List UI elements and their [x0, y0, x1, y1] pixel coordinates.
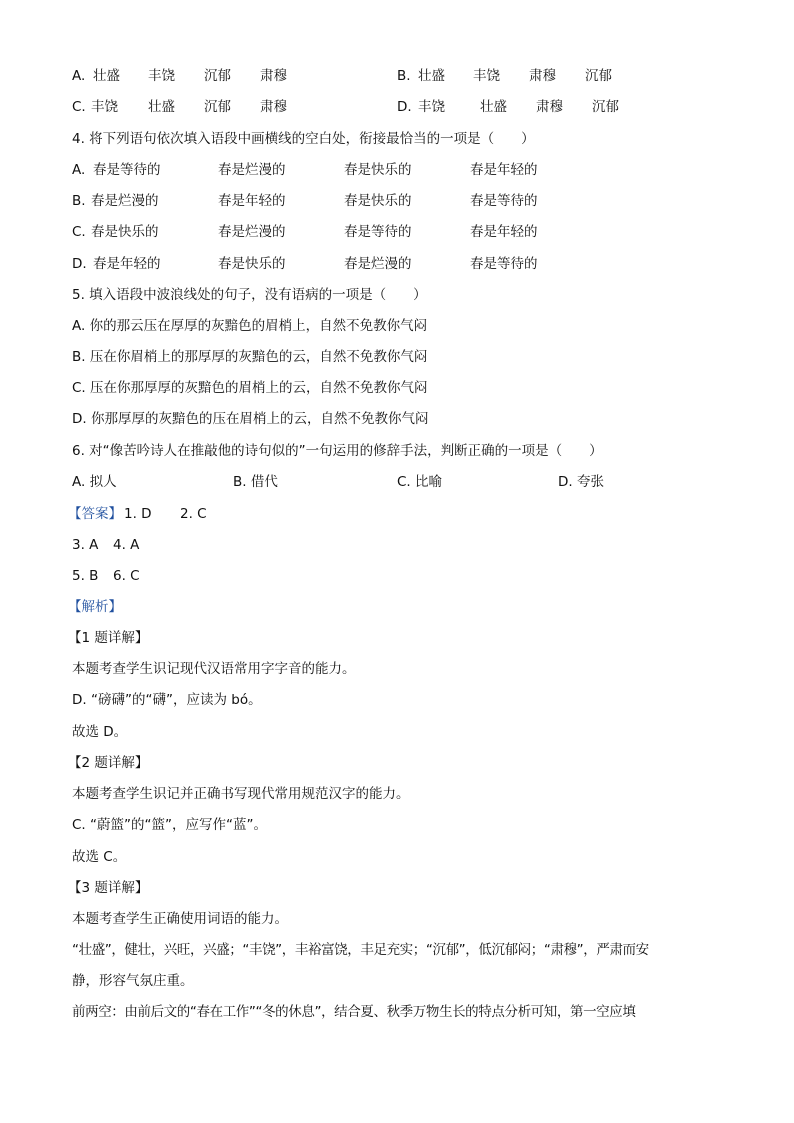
q6-options	[72, 472, 672, 492]
answer-2: 2. C	[180, 506, 207, 522]
answer-6: 6. C	[113, 568, 140, 584]
answer-heading: 【答案】	[68, 506, 122, 522]
answer-5: 5. B	[72, 568, 99, 584]
analysis-text: 本题考查学生识记现代汉语常用字字音的能力。	[72, 661, 356, 677]
option-item: 春是烂漫的	[91, 193, 159, 209]
option-item: 春是烂漫的	[218, 162, 286, 178]
answers-row-3	[72, 566, 372, 586]
analysis-text: D. “磅礴”的“礴”，应读为 bó。	[72, 692, 262, 708]
option-item: 春是烂漫的	[344, 256, 412, 272]
q4-stem: 4. 将下列语句依次填入语段中画横线的空白处，衔接最恰当的一项是（ ）	[72, 131, 535, 147]
option-word: 壮盛	[93, 68, 120, 84]
option-word: 沉郁	[204, 68, 231, 84]
answer-4: 4. A	[113, 537, 140, 553]
option-item: 春是等待的	[93, 162, 161, 178]
q6-option-c: C. 比喻	[397, 474, 443, 490]
analysis-text: 本题考查学生识记并正确书写现代常用规范汉字的能力。	[72, 786, 410, 802]
analysis-text: C. “蔚篮”的“篮”，应写作“蓝”。	[72, 817, 267, 833]
answers-row-2	[72, 535, 372, 555]
q5-option-c: C. 压在你那厚厚的灰黯色的眉梢上的云，自然不免教你气闷	[72, 380, 428, 396]
option-item: 春是烂漫的	[218, 224, 286, 240]
q2-detail-heading: 【2 题详解】	[68, 755, 149, 771]
analysis-text: 本题考查学生正确使用词语的能力。	[72, 911, 288, 927]
option-label: C.	[72, 99, 86, 115]
option-word: 沉郁	[204, 99, 231, 115]
q6-option-d: D. 夸张	[558, 474, 604, 490]
option-item: 春是等待的	[470, 193, 538, 209]
option-word: 肃穆	[260, 99, 287, 115]
option-label: B.	[397, 68, 411, 84]
option-word: 肃穆	[536, 99, 563, 115]
option-word: 沉郁	[592, 99, 619, 115]
option-word: 沉郁	[585, 68, 612, 84]
q6-stem: 6. 对“像苦吟诗人在推敲他的诗句似的”一句运用的修辞手法，判断正确的一项是（ ）	[72, 443, 603, 459]
option-word: 丰饶	[148, 68, 175, 84]
option-word: 壮盛	[480, 99, 507, 115]
q5-option-d: D. 你那厚厚的灰黯色的压在眉梢上的云，自然不免教你气闷	[72, 411, 429, 427]
option-label: D.	[72, 256, 87, 272]
option-item: 春是年轻的	[470, 162, 538, 178]
option-word: 肃穆	[529, 68, 556, 84]
option-label: A.	[72, 162, 86, 178]
option-label: C.	[72, 224, 86, 240]
option-word: 丰饶	[91, 99, 118, 115]
answers-row-1	[68, 504, 368, 524]
q6-option-a: A. 拟人	[72, 474, 117, 490]
analysis-text: 故选 C。	[72, 849, 127, 865]
analysis-text: 故选 D。	[72, 724, 128, 740]
q4-option-b	[72, 191, 672, 211]
option-item: 春是年轻的	[218, 193, 286, 209]
option-item: 春是快乐的	[344, 193, 412, 209]
q6-option-b: B. 借代	[233, 474, 278, 490]
option-item: 春是等待的	[470, 256, 538, 272]
option-item: 春是年轻的	[93, 256, 161, 272]
option-word: 丰饶	[473, 68, 500, 84]
option-item: 春是快乐的	[344, 162, 412, 178]
option-label: A.	[72, 68, 86, 84]
analysis-text: “壮盛”，健壮，兴旺，兴盛；“丰饶”，丰裕富饶，丰足充实；“沉郁”，低沉郁闷；“肃穆”，严肃而安	[72, 942, 649, 958]
option-label: D.	[397, 99, 412, 115]
answer-3: 3. A	[72, 537, 99, 553]
answer-1: 1. D	[124, 506, 152, 522]
q1-detail-heading: 【1 题详解】	[68, 630, 149, 646]
option-item: 春是快乐的	[91, 224, 159, 240]
analysis-text: 静，形容气氛庄重。	[72, 973, 194, 989]
q4-option-c	[72, 222, 672, 242]
option-word: 肃穆	[260, 68, 287, 84]
option-label: B.	[72, 193, 86, 209]
q5-stem: 5. 填入语段中波浪线处的句子，没有语病的一项是（ ）	[72, 287, 427, 303]
option-word: 壮盛	[418, 68, 445, 84]
q4-option-d	[72, 254, 672, 274]
q5-option-b: B. 压在你眉梢上的那厚厚的灰黯色的云，自然不免教你气闷	[72, 349, 428, 365]
q3-options-row-1	[72, 66, 772, 86]
option-item: 春是等待的	[344, 224, 412, 240]
option-word: 壮盛	[148, 99, 175, 115]
q5-option-a: A. 你的那云压在厚厚的灰黯色的眉梢上，自然不免教你气闷	[72, 318, 428, 334]
option-word: 丰饶	[418, 99, 445, 115]
option-item: 春是年轻的	[470, 224, 538, 240]
analysis-text: 前两空：由前后文的“春在工作”“冬的休息”，结合夏、秋季万物生长的特点分析可知，第一空应填	[72, 1004, 636, 1020]
q3-detail-heading: 【3 题详解】	[68, 880, 149, 896]
analysis-heading: 【解析】	[68, 599, 122, 615]
q3-options-row-2	[72, 97, 772, 117]
q4-option-a	[72, 160, 672, 180]
option-item: 春是快乐的	[218, 256, 286, 272]
